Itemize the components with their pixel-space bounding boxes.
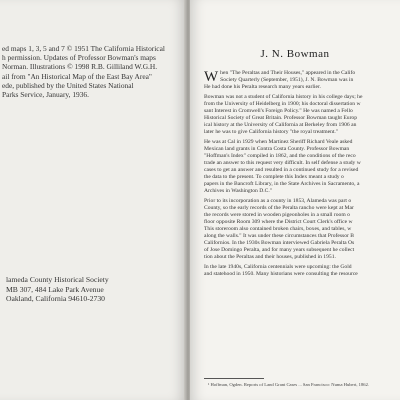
right-page <box>190 0 400 400</box>
drop-cap: W <box>204 70 219 85</box>
text-line: tion about the Peraltas and their houses, published in 1951. <box>204 254 336 260</box>
text-line: trade an answer to this request very difficult. In self defense a study w <box>204 160 361 166</box>
text-line: Historical Society of Great Britain. Professor Bowman taught Europ <box>204 115 358 121</box>
text-line: County, so the early records of the Peralta rancho were kept at Mar <box>204 205 354 211</box>
text-line: later he was to give California history "the royal treatment." <box>204 129 339 135</box>
credit-line: ed maps 1, 3, 5 and 7 © 1951 The California Historical <box>2 44 165 53</box>
paragraph <box>204 70 400 91</box>
credit-line: Norman. Illustrations © 1998 R.B. Gilliland W.G.H. <box>2 62 158 72</box>
address-line: MB 307, 484 Lake Park Avenue <box>6 284 104 294</box>
address-line: Oakland, California 94610-2730 <box>6 294 105 304</box>
text-line: hen "The Peraltas and Their Houses," appeared in the Califo <box>220 70 356 76</box>
text-line: Society Quarterly (September, 1951), J. N. Bowman was in <box>220 77 354 83</box>
text-line: sant Interest in Cromwell's Foreign Policy." He was named a Fello <box>204 108 353 114</box>
footnote: ¹ Hoffman, Ogden. Reports of Land Grant Cases ... San Francisco: Numa Hubert, 1862. <box>208 382 370 387</box>
left-page <box>0 0 186 400</box>
text-line: papers in the Bancroft Library, in the State Archives in Sacramento, a <box>204 181 360 187</box>
paragraph <box>204 94 400 136</box>
paragraph <box>204 139 400 195</box>
text-line: He was at Cal in 1929 when Martinez Sheriff Richard Veale asked <box>204 139 353 145</box>
text-line: This storeroom also contained broken chairs, boxes, and tables, w <box>204 226 352 232</box>
credit-line: ede, published by the United States National <box>2 80 134 90</box>
text-line: along the walls." It was under these circumstances that Professor B <box>204 233 355 239</box>
body-text <box>204 70 400 370</box>
paragraph <box>204 264 400 278</box>
text-line: cases to get an answer and resulted in a continued study for a revised <box>204 167 359 173</box>
credit-line: Parks Service, January, 1936. <box>2 90 89 100</box>
text-line: and statehood in 1950. Many historians were consulting the resource <box>204 271 358 277</box>
text-line: Prior to its incorporation as a county in 1853, Alameda was part o <box>204 198 352 204</box>
text-line: In the late 1940s, California centennials were upcoming: the Gold <box>204 264 352 270</box>
text-line: from the University of Heidelberg in 1900; his doctoral dissertation w <box>204 101 361 107</box>
credits-block <box>2 44 186 99</box>
credit-line: h permission. Updates of Professor Bowman's maps <box>2 53 156 63</box>
text-line: Mexican land grants in Contra Costa County. Professor Bowman <box>204 146 350 152</box>
text-line: He had done his Peralta research many years earlier. <box>204 84 321 90</box>
credit-line: ail from "An Historical Map of the East Bay Area" <box>2 71 152 81</box>
paragraph <box>204 198 400 261</box>
text-line: Archives in Washington D.C." <box>204 188 273 194</box>
text-line: "Hoffman's Index" compiled in 1862, and the conditions of the reco <box>204 153 356 159</box>
text-line: Californios. In the 1930s Bowman interviewed Gabriela Peralta Os <box>204 240 355 246</box>
text-line: floor opposite Room 309 where the District Court Clerk's office w <box>204 219 353 225</box>
address-line: lameda County Historical Society <box>6 275 109 284</box>
text-line: the data to the present. To complete this Index meant a study o <box>204 174 344 180</box>
footnote-rule <box>204 378 264 379</box>
text-line: the records were stored in wooden pigeonholes in a small room o <box>204 212 350 218</box>
text-line: ical history at the University of California at Berkeley from 1906 an <box>204 122 357 128</box>
publisher-address <box>6 275 186 304</box>
text-line: of Jose Domingo Peralta, and for many years subsequent he collect <box>204 247 355 253</box>
text-line: Bowman was not a student of California history in his college days; he <box>204 94 363 100</box>
page-title: J. N. Bowman <box>260 48 330 60</box>
